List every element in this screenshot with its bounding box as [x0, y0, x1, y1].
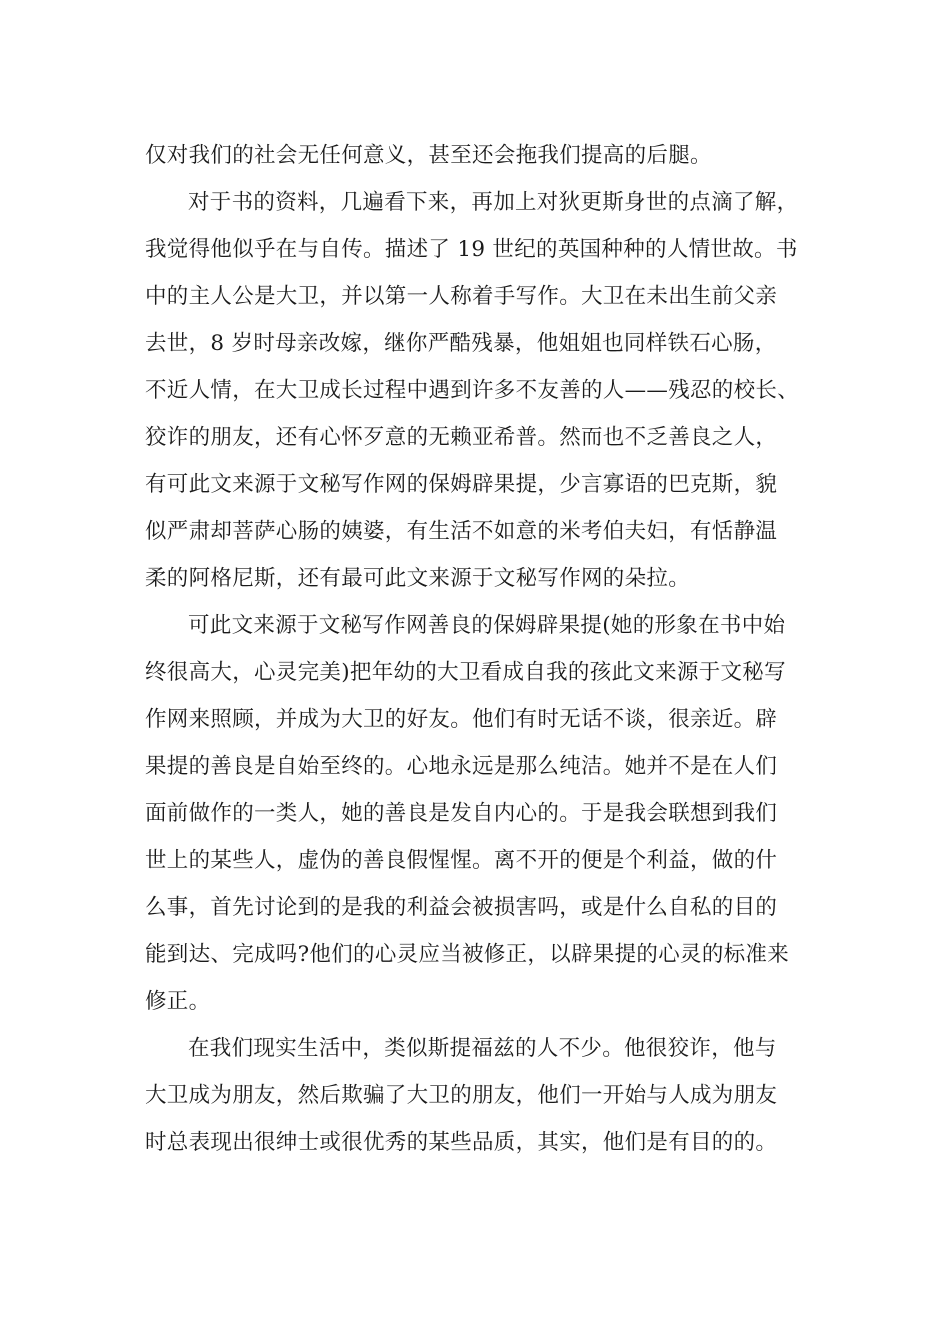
text-line: 我觉得他似乎在与自传。描述了 19 世纪的英国种种的人情世故。书	[145, 237, 798, 262]
paragraph	[145, 1025, 813, 1166]
body-text	[145, 132, 813, 1166]
text-line: 仅对我们的社会无任何意义，甚至还会拖我们提高的后腿。	[145, 143, 712, 168]
text-line: 能到达、完成吗?他们的心灵应当被修正，以辟果提的心灵的标准来	[145, 942, 790, 967]
text-line: 狡诈的朋友，还有心怀歹意的无赖亚希普。然而也不乏善良之人，	[145, 425, 778, 450]
paragraph	[145, 179, 813, 602]
text-line: 可此文来源于文秘写作网善良的保姆辟果提(她的形象在书中始	[188, 613, 786, 638]
text-line: 中的主人公是大卫，并以第一人称着手写作。大卫在未出生前父亲	[145, 284, 778, 309]
text-line: 不近人情，在大卫成长过程中遇到许多不友善的人——残忍的校长、	[145, 378, 800, 403]
text-line: 修正。	[145, 989, 211, 1014]
text-line: 么事，首先讨论到的是我的利益会被损害吗，或是什么自私的目的	[145, 895, 778, 920]
text-line: 作网来照顾，并成为大卫的好友。他们有时无话不谈，很亲近。辟	[145, 707, 778, 732]
text-line: 大卫成为朋友，然后欺骗了大卫的朋友，他们一开始与人成为朋友	[145, 1083, 778, 1108]
paragraph	[145, 602, 813, 1025]
text-line: 果提的善良是自始至终的。心地永远是那么纯洁。她并不是在人们	[145, 754, 778, 779]
text-line: 有可此文来源于文秘写作网的保姆辟果提，少言寡语的巴克斯，貌	[145, 472, 778, 497]
text-line: 似严肃却菩萨心肠的姨婆，有生活不如意的米考伯夫妇，有恬静温	[145, 519, 778, 544]
text-line: 对于书的资料，几遍看下来，再加上对狄更斯身世的点滴了解，	[188, 190, 799, 215]
text-line: 世上的某些人，虚伪的善良假惺惺。离不开的便是个利益，做的什	[145, 848, 778, 873]
text-line: 去世，8 岁时母亲改嫁，继你严酷残暴，他姐姐也同样铁石心肠，	[145, 331, 777, 356]
text-line: 柔的阿格尼斯，还有最可此文来源于文秘写作网的朵拉。	[145, 566, 691, 591]
paragraph	[145, 132, 813, 179]
text-line: 面前做作的一类人，她的善良是发自内心的。于是我会联想到我们	[145, 801, 778, 826]
text-line: 终很高大，心灵完美)把年幼的大卫看成自我的孩此文来源于文秘写	[145, 660, 786, 685]
text-line: 时总表现出很绅士或很优秀的某些品质，其实，他们是有目的的。	[145, 1130, 778, 1155]
text-line: 在我们现实生活中，类似斯提福兹的人不少。他很狡诈，他与	[188, 1036, 777, 1061]
